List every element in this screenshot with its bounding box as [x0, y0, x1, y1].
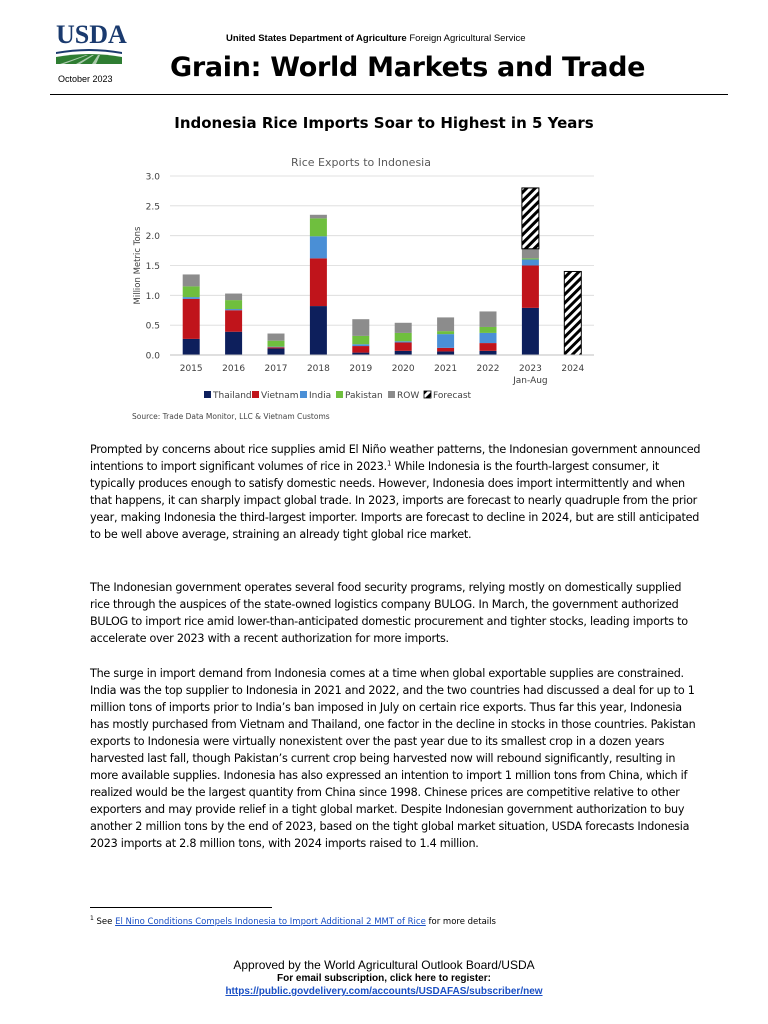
y-tick-label: 0.5: [145, 321, 160, 332]
report-date: October 2023: [58, 74, 113, 84]
rice-exports-chart: [128, 152, 608, 408]
y-tick-label: 2.5: [145, 202, 160, 213]
legend-label-pakistan: Pakistan: [345, 391, 383, 401]
bar-india-2021: [437, 334, 454, 348]
legend-label-thailand: Thailand: [213, 391, 252, 401]
bar-india-2015: [183, 297, 200, 299]
legend-label-row: ROW: [397, 391, 420, 401]
x-tick-label: 2024: [561, 364, 585, 374]
bar-pakistan-2022: [480, 327, 497, 333]
bar-pakistan-2023: [522, 258, 539, 259]
y-tick-label: 1.0: [145, 291, 160, 302]
chart-source: Source: Trade Data Monitor, LLC & Vietnam Customs: [132, 412, 330, 421]
report-title: Grain: World Markets and Trade: [170, 52, 646, 83]
agency-bold: United States Department of Agriculture: [226, 33, 407, 44]
footnote-link[interactable]: El Nino Conditions Compels Indonesia to Import Additional 2 MMT of Rice: [115, 916, 426, 927]
bar-india-2023: [522, 260, 539, 266]
bar-pakistan-2019: [352, 336, 369, 344]
footnote: [90, 915, 496, 927]
bar-india-2019: [352, 344, 369, 346]
article-headline: Indonesia Rice Imports Soar to Highest in 5 Years: [174, 114, 594, 132]
y-tick-label: 0.0: [145, 351, 160, 362]
bar-vietnam-2021: [437, 348, 454, 352]
legend-swatch-thailand: [204, 391, 211, 398]
bar-row-2015: [183, 274, 200, 286]
bar-india-2016: [225, 309, 242, 310]
x-tick-label: 2020: [391, 364, 415, 374]
y-tick-label: 1.5: [145, 262, 160, 272]
bar-vietnam-2018: [310, 258, 327, 306]
bar-thailand-2016: [225, 332, 242, 355]
bar-thailand-2023: [522, 308, 539, 355]
footnote-number: 1: [90, 915, 94, 922]
bar-vietnam-2022: [480, 343, 497, 351]
bar-pakistan-2016: [225, 300, 242, 309]
footnote-suffix: for more details: [425, 916, 496, 927]
chart-title: Rice Exports to Indonesia: [291, 156, 431, 169]
bar-thailand-2015: [183, 339, 200, 355]
y-tick-label: 3.0: [145, 172, 160, 183]
legend-swatch-vietnam: [252, 391, 259, 398]
x-tick-label: 2019: [349, 364, 373, 374]
bar-pakistan-2020: [395, 333, 412, 341]
agency-rest: Foreign Agricultural Service: [406, 33, 526, 44]
legend-label-india: India: [309, 391, 332, 401]
x-tick-label: 2023: [518, 364, 542, 374]
bar-row-2016: [225, 294, 242, 301]
paragraph-2: The Indonesian government operates several food security programs, relying mostly on domestically supplied rice through the auspices of the state-owned logistics company BULOG. In March, the government authorized BULOG to import rice amid lower-than-anticipated domestic procurement and tighter stocks, leading imports to accelerate over 2023 with a recent authorization for more imports.: [90, 581, 688, 645]
paragraph-3: The surge in import demand from Indonesia comes at a time when global exportable supplies are constrained. India was the top supplier to Indonesia in 2021 and 2022, and the two countries had discussed a deal for up to 1 million tons of imports prior to India’s ban imposed in July on certain rice exports. Thus far this year, Indonesia has mostly purchased from Vietnam and Thailand, one factor in the decline in stocks in those countries. Pakistan exports to Indonesia were virtually nonexistent over the past year due to its smallest crop in a dozen years harvested last fall, though Pakistan’s current crop being harvested now will rebound significantly, resulting in more available supplies. Indonesia has also expressed an intention to import 1 million tons from China, which if realized would be the largest quantity from China since 1998. Chinese prices are competitive relative to other exporters and may provide relief in a tight global market. Despite Indonesian government authorization to buy another 2 million tons by the end of 2023, based on the tight global market situation, USDA forecasts Indonesia 2023 imports at 2.8 million tons, with 2024 imports raised to 1.4 million.: [90, 667, 696, 850]
subscription-text: For email subscription, click here to register:: [277, 973, 491, 984]
bar-india-2020: [395, 341, 412, 342]
bar-forecast-2023: [522, 188, 539, 249]
bar-thailand-2017: [268, 348, 285, 355]
page-footer: [0, 958, 768, 999]
bar-row-2019: [352, 319, 369, 336]
paragraph-1-text-b: While Indonesia is the fourth-largest consumer, it typically produces enough to satisfy domestic needs. However, Indonesia does import intermittently and when that happens, it can sharply impact global trade. In 2023, imports are forecast to nearly quadruple from the prior year, making Indonesia the third-largest importer. Imports are forecast to decline in 2024, but are still anticipated to be well above average, straining an already tight global rice market.: [90, 460, 700, 541]
bar-thailand-2018: [310, 306, 327, 355]
agency-name: [226, 33, 526, 44]
legend-swatch-forecast: [424, 391, 431, 398]
bar-pakistan-2015: [183, 286, 200, 297]
x-tick-label: 2021: [434, 364, 458, 374]
approval-text: Approved by the World Agricultural Outlook Board/USDA: [233, 958, 535, 972]
usda-logo: [56, 22, 128, 64]
footnote-prefix: See: [93, 916, 116, 927]
bar-india-2022: [480, 333, 497, 343]
bar-pakistan-2017: [268, 341, 285, 347]
bar-row-2021: [437, 317, 454, 331]
bar-vietnam-2016: [225, 310, 242, 331]
bar-thailand-2020: [395, 351, 412, 355]
paragraph-1-text-a: Prompted by concerns about rice supplies amid El Niño weather patterns, the Indonesian government announced intentions to import significant volumes of rice in 2023.: [90, 443, 701, 473]
bar-vietnam-2015: [183, 299, 200, 339]
legend-swatch-pakistan: [336, 391, 343, 398]
bar-thailand-2021: [437, 351, 454, 355]
bar-forecast-2024: [564, 271, 581, 355]
paragraph-1: [90, 441, 702, 543]
bar-vietnam-2023: [522, 266, 539, 308]
bar-row-2017: [268, 334, 285, 341]
logo-text: USDA: [56, 20, 127, 49]
footnote-divider: [90, 907, 272, 908]
bar-india-2017: [268, 347, 285, 348]
bar-row-2022: [480, 311, 497, 327]
bar-row-2020: [395, 323, 412, 333]
bar-row-2018: [310, 215, 327, 219]
x-tick-sublabel: Jan-Aug: [513, 376, 548, 386]
legend-swatch-india: [300, 391, 307, 398]
x-tick-label: 2016: [222, 364, 246, 374]
x-tick-label: 2015: [179, 364, 203, 374]
bar-thailand-2022: [480, 351, 497, 355]
usda-field-icon: [56, 48, 122, 64]
y-axis-label: Million Metric Tons: [133, 226, 143, 305]
bar-row-2023: [522, 249, 539, 259]
legend-swatch-row: [388, 391, 395, 398]
bar-india-2018: [310, 236, 327, 258]
y-tick-label: 2.0: [145, 232, 160, 243]
bar-vietnam-2020: [395, 342, 412, 350]
footnote-ref[interactable]: 1: [386, 459, 392, 468]
subscription-link[interactable]: https://public.govdelivery.com/accounts/USDAFAS/subscriber/new: [225, 986, 543, 997]
title-divider: [50, 94, 728, 95]
x-tick-label: 2017: [264, 364, 288, 374]
bar-vietnam-2019: [352, 346, 369, 353]
bar-pakistan-2021: [437, 331, 454, 334]
bar-pakistan-2018: [310, 218, 327, 236]
x-tick-label: 2022: [476, 364, 500, 374]
legend-label-forecast: Forecast: [433, 391, 472, 401]
x-tick-label: 2018: [306, 364, 330, 374]
legend-label-vietnam: Vietnam: [261, 391, 299, 401]
bar-vietnam-2017: [268, 347, 285, 348]
